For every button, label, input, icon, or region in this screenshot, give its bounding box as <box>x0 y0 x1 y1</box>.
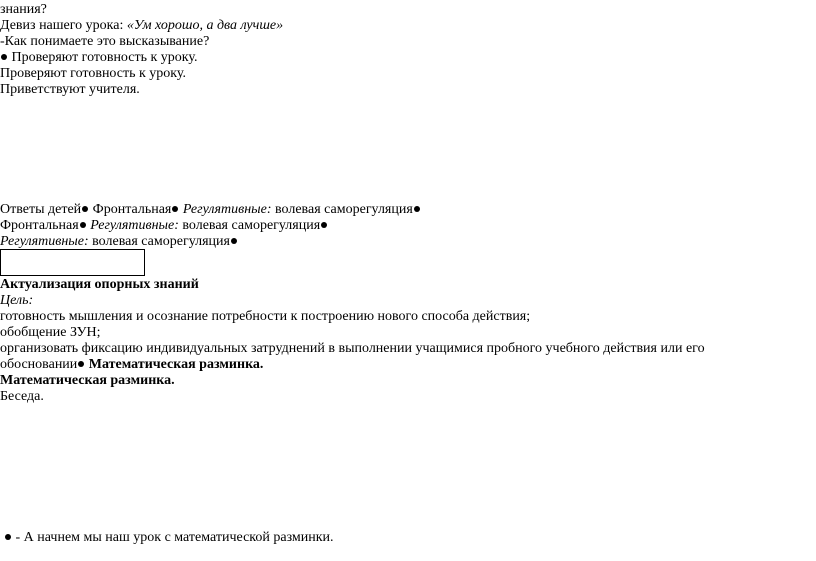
regulative-label: Регулятивные: <box>90 218 179 233</box>
bullet-icon <box>414 206 420 212</box>
text-line: знания? <box>0 2 47 17</box>
frontal-text: Фронтальная <box>0 218 79 233</box>
goal-item: организовать фиксацию индивидуальных затруднений в выполнении учащимися пробного учебного действия или его <box>0 341 705 356</box>
bullet-icon <box>1 54 7 60</box>
goal-item <box>0 357 263 373</box>
answers-line <box>0 202 421 218</box>
bottom-line <box>4 530 334 546</box>
bullet-line <box>0 50 198 66</box>
bullet-icon <box>78 361 84 367</box>
section-title: Актуализация опорных знаний <box>0 277 199 292</box>
bottom-text: - А начнем мы наш урок с математической разминки. <box>12 530 334 545</box>
bullet-icon <box>231 238 237 244</box>
bullet-icon <box>172 206 178 212</box>
motto-line <box>0 18 283 34</box>
bullet-icon <box>5 534 11 540</box>
motto-text: «Ум хорошо, а два лучше» <box>126 18 284 33</box>
talk-text: Беседа. <box>0 389 44 404</box>
goal-text: обосновании <box>0 357 78 372</box>
bullet-icon <box>82 206 88 212</box>
bullet-icon <box>321 222 327 228</box>
bullet-text: Проверяют готовность к уроку. <box>11 50 198 65</box>
regulative-text: волевая саморегуляция <box>271 202 413 217</box>
regulative-label: Регулятивные: <box>0 234 89 249</box>
frontal-line <box>0 218 328 234</box>
bullet-icon <box>80 222 86 228</box>
warmup-inline: Математическая разминка. <box>88 357 264 372</box>
regulative-text: волевая саморегуляция <box>178 218 321 233</box>
regulative-line <box>0 234 238 250</box>
warmup-heading: Математическая разминка. <box>0 373 175 388</box>
frontal-text: Фронтальная <box>92 202 172 217</box>
motto-prefix: Девиз нашего урока: <box>0 18 127 33</box>
text-line: Приветствуют учителя. <box>0 82 140 97</box>
regulative-label: Регулятивные: <box>182 202 272 217</box>
answers-text: Ответы детей <box>0 202 82 217</box>
question-line: -Как понимаете это высказывание? <box>0 34 210 49</box>
goal-item: готовность мышления и осознание потребности к построению нового способа действия; <box>0 309 531 324</box>
text-line: Проверяют готовность к уроку. <box>0 66 186 81</box>
empty-box <box>0 249 145 276</box>
goal-item: обобщение ЗУН; <box>0 325 101 340</box>
regulative-text: волевая саморегуляция <box>88 234 230 249</box>
goal-label: Цель: <box>0 293 34 308</box>
